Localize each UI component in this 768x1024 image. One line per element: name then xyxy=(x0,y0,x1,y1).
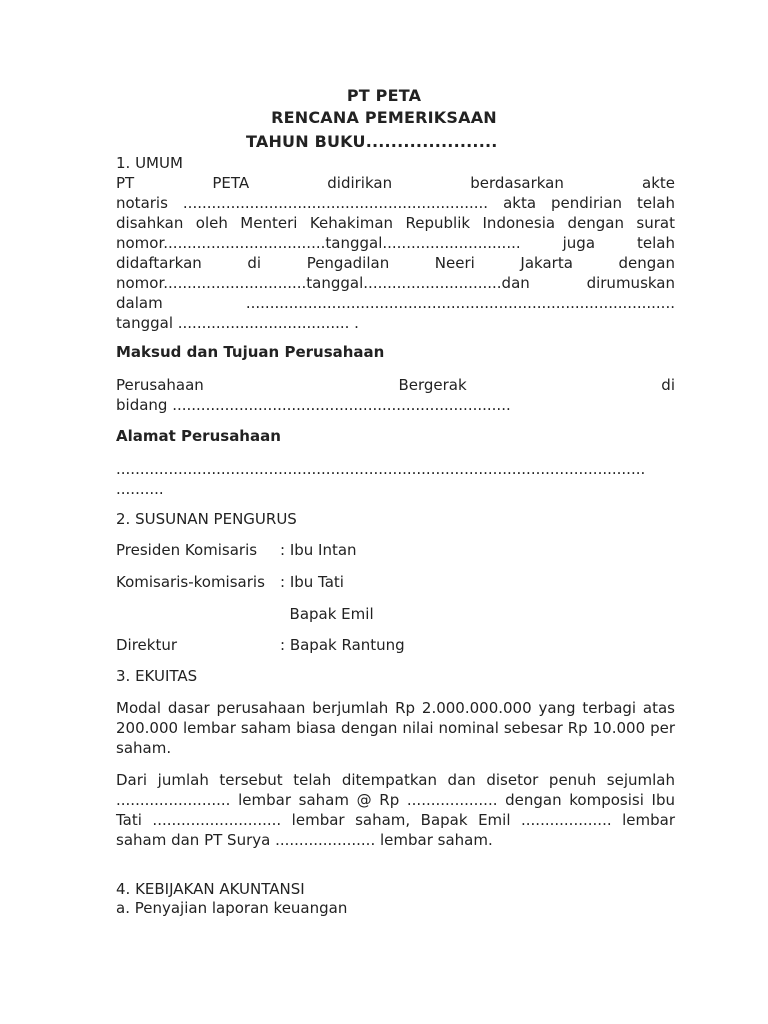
officer-name: : Ibu Intan xyxy=(280,541,357,559)
address-heading: Alamat Perusahaan xyxy=(116,427,281,445)
umum-line-7: dalam .......................................................................................... xyxy=(116,294,675,312)
officer-role: Komisaris-komisaris xyxy=(116,573,265,591)
umum-line-2: notaris ................................................................ akta pendirian telah xyxy=(116,194,675,212)
purpose-line-1: Perusahaan Bergerak di xyxy=(116,376,675,394)
umum-line-1: PT PETA didirikan berdasarkan akte xyxy=(116,174,675,192)
akuntansi-item-a: a. Penyajian laporan keuangan xyxy=(116,899,348,917)
address-line-2: .......... xyxy=(116,480,164,498)
section-pengurus-heading: 2. SUSUNAN PENGURUS xyxy=(116,510,297,528)
officer-name: Bapak Emil xyxy=(280,605,374,623)
officer-name: : Bapak Rantung xyxy=(280,636,405,654)
plan-title: RENCANA PEMERIKSAAN xyxy=(271,108,497,127)
address-line-1: ............................................................................................................... xyxy=(116,460,646,478)
umum-line-3: disahkan oleh Menteri Kehakiman Republik Indonesia dengan surat xyxy=(116,214,675,232)
company-title: PT PETA xyxy=(346,86,422,105)
officer-role: Presiden Komisaris xyxy=(116,541,258,559)
section-akuntansi-heading: 4. KEBIJAKAN AKUNTANSI xyxy=(116,880,305,898)
umum-line-5: didaftarkan di Pengadilan Neeri Jakarta dengan xyxy=(116,254,675,272)
umum-line-6: nomor..............................tanggal.............................dan dirumuskan xyxy=(116,274,675,292)
section-ekuitas-heading: 3. EKUITAS xyxy=(116,667,198,685)
officer-name: : Ibu Tati xyxy=(280,573,344,591)
section-umum-heading: 1. UMUM xyxy=(116,154,183,172)
umum-line-4: nomor..................................tanggal............................. juga telah xyxy=(116,234,675,252)
purpose-heading: Maksud dan Tujuan Perusahaan xyxy=(116,343,385,361)
ekuitas-paragraph-1: Modal dasar perusahaan berjumlah Rp 2.000.000.000 yang terbagi atas 200.000 lembar saham biasa dengan nilai nominal sebesar Rp 10.000 per saham. xyxy=(116,699,675,757)
fiscal-year-title: TAHUN BUKU..................... xyxy=(246,132,498,151)
officer-role: Direktur xyxy=(116,636,178,654)
purpose-line-2: bidang ....................................................................... xyxy=(116,396,511,414)
umum-line-8: tanggal .................................... . xyxy=(116,314,359,332)
ekuitas-paragraph-2: Dari jumlah tersebut telah ditempatkan dan disetor penuh sejumlah ........................ lembar saham @ Rp ................... dengan komposisi Ibu Tati ........................... lembar saham, Bapak Emil ................... lembar saham dan PT Surya ..................... lembar saham. xyxy=(116,771,675,849)
